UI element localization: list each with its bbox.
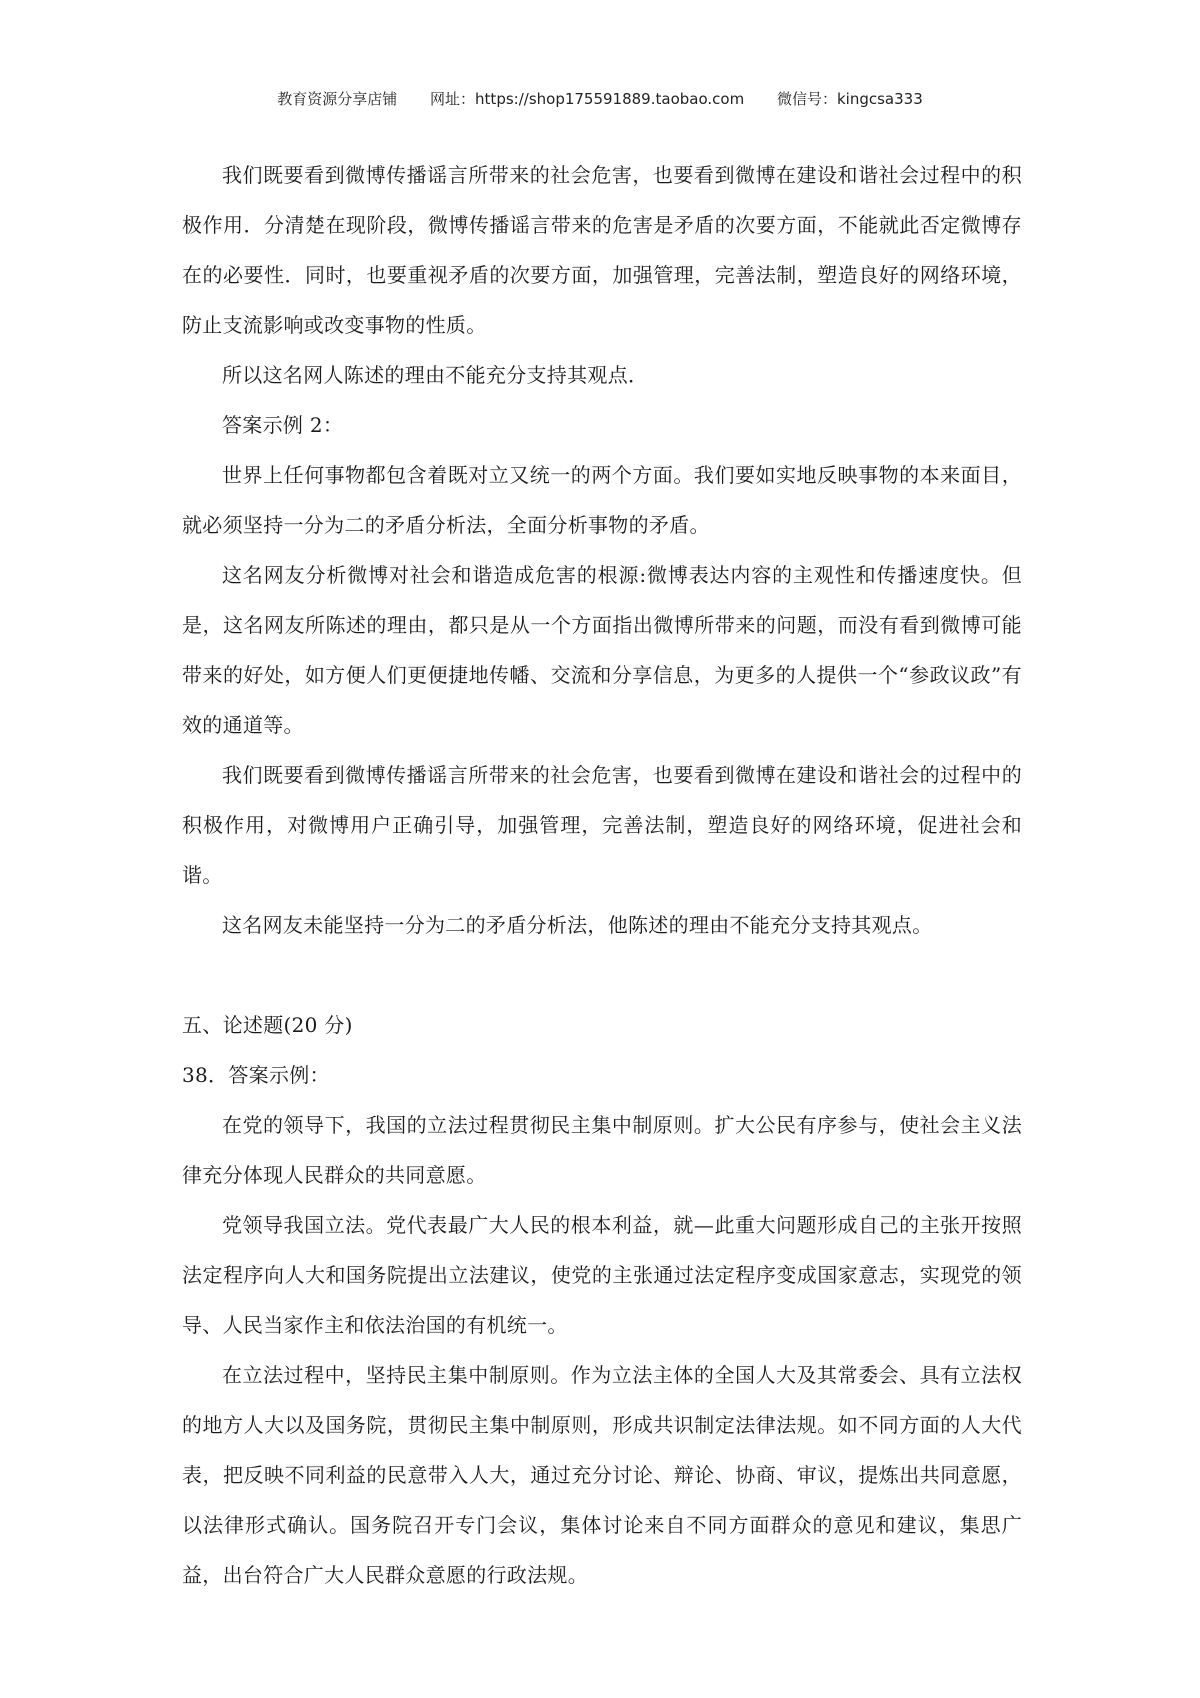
paragraph-democratic-centralism: 在立法过程中，坚持民主集中制原则。作为立法主体的全国人大及其常委会、具有立法权的地方人大以及国务院，贯彻民主集中制原则，形成共识制定法律法规。如不同方面的人大代表，把反映不同利益的民意带入人大，通过充分讨论、辩论、协商、审议，提炼出共同意愿，以法律形式确认。国务院召开专门会议，集体讨论来自不同方面群众的意见和建议，集思广益，出台符合广大人民群众意愿的行政法规。	[182, 1363, 1022, 1587]
paragraph-weibo-role: 我们既要看到微博传播谣言所带来的社会危害，也要看到微博在建设和谐社会的过程中的积极作用，对微博用户正确引导，加强管理，完善法制，塑造良好的网络环境，促进社会和谐。	[182, 763, 1022, 887]
paragraph-party-leadership: 党领导我国立法。党代表最广大人民的根本利益，就—此重大问题形成自己的主张开按照法定程序向人大和国务院提出立法建议，使党的主张通过法定程序变成国家意志，实现党的领导、人民当家作主和依法治国的有机统一。	[182, 1213, 1022, 1337]
question-38-heading: 38．答案示例：	[182, 1063, 330, 1087]
header-shop: 教育资源分享店铺	[277, 90, 398, 108]
paragraph-weibo-harm: 我们既要看到微博传播谣言所带来的社会危害，也要看到微博在建设和谐社会过程中的积极作用．分清楚在现阶段，微博传播谣言带来的危害是矛盾的次要方面，不能就此否定微博存在的必要性．同时，也要重视矛盾的次要方面，加强管理，完善法制，塑造良好的网络环境，防止支流影响或改变事物的性质。	[182, 163, 1022, 337]
paragraph-contradiction: 世界上任何事物都包含着既对立又统一的两个方面。我们要如实地反映事物的本来面目，就必须坚持一分为二的矛盾分析法，全面分析事物的矛盾。	[182, 463, 1022, 537]
paragraph-conclusion-2: 这名网友未能坚持一分为二的矛盾分析法，他陈述的理由不能充分支持其观点。	[222, 913, 933, 937]
heading-answer-example-2: 答案示例 2：	[222, 413, 344, 437]
section-heading-essay: 五、论述题(20 分)	[182, 1013, 353, 1037]
document-body	[182, 150, 1022, 1600]
paragraph-legislation-principle: 在党的领导下，我国的立法过程贯彻民主集中制原则。扩大公民有序参与，使社会主义法律充分体现人民群众的共同意愿。	[182, 1113, 1022, 1187]
header-url: 网址：https://shop175591889.taobao.com	[430, 90, 745, 108]
paragraph-netizen-analysis: 这名网友分析微博对社会和谐造成危害的根源:微博表达内容的主观性和传播速度快。但是，这名网友所陈述的理由，都只是从一个方面指出微博所带来的问题，而没有看到微博可能带来的好处，如方便人们更便捷地传幡、交流和分享信息，为更多的人提供一个“参政议政”有效的通道等。	[182, 563, 1022, 737]
page-header	[0, 88, 1200, 109]
header-wechat: 微信号：kingcsa333	[776, 90, 923, 108]
section-gap	[182, 950, 1022, 1000]
paragraph-conclusion-1: 所以这名网人陈述的理由不能充分支持其观点．	[222, 363, 649, 387]
